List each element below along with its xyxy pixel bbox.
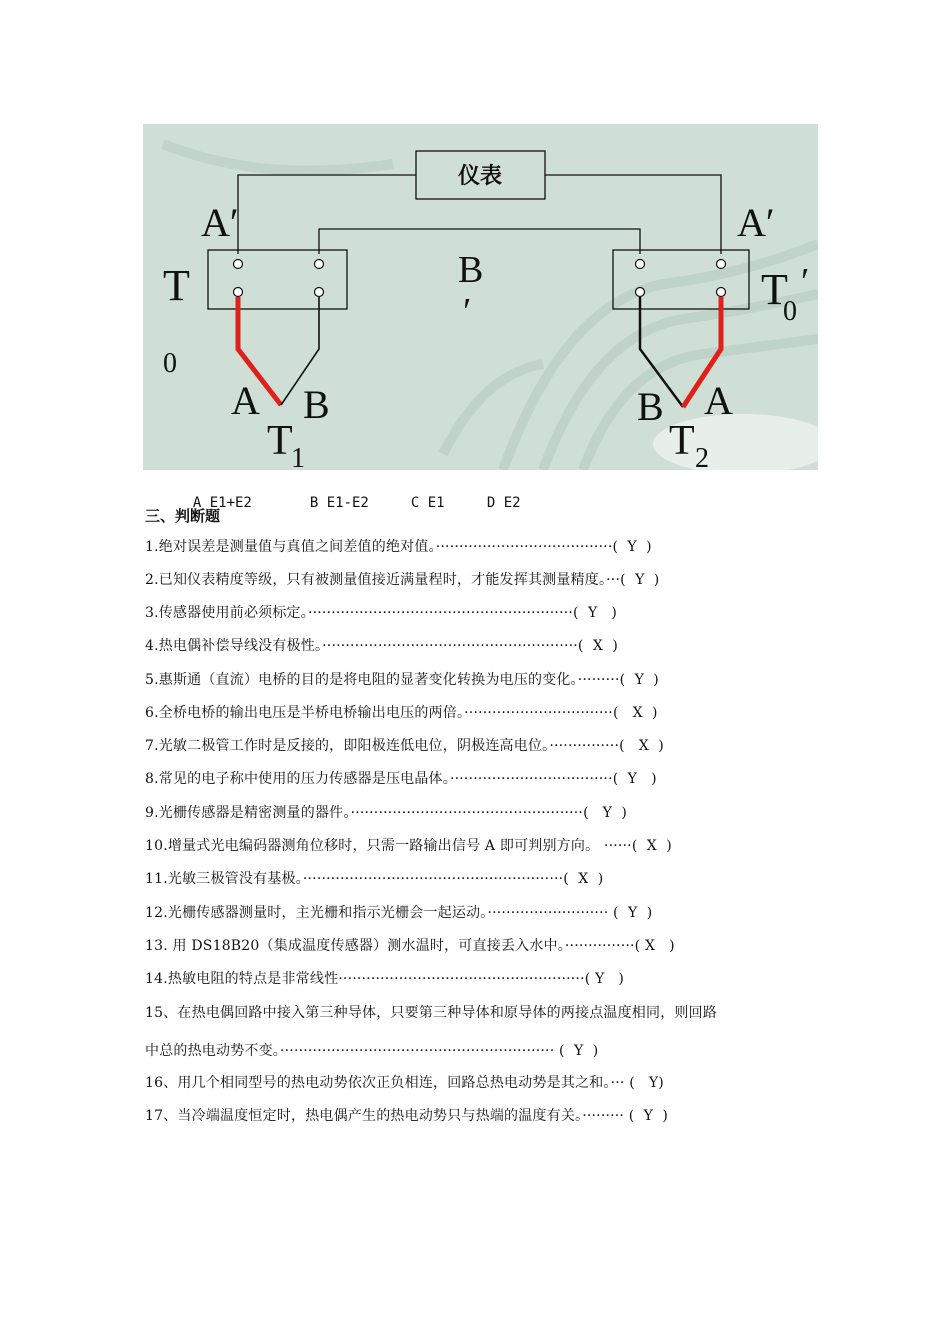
- question-item: 11.光敏三极管没有基极。························································( X ): [145, 871, 604, 887]
- label-b-left: B: [303, 382, 330, 427]
- label-t0-left-0: 0: [163, 348, 177, 379]
- question-item: 3.传感器使用前必须标定。·························································( Y ): [145, 605, 618, 621]
- label-t1-sub: 1: [291, 443, 305, 470]
- circuit-svg: [143, 124, 818, 470]
- junction-box-left: [208, 250, 347, 309]
- meter-label: 仪表: [457, 164, 503, 189]
- option-c: C E1: [410, 495, 445, 511]
- label-b-prime: B: [458, 249, 484, 291]
- wire-meter-left: [238, 175, 416, 254]
- label-t0-right-sub: 0: [783, 296, 797, 327]
- section-title: 三、判断题: [145, 507, 221, 525]
- question-item: 中总的热电动势不变。··························································· ( Y ): [145, 1043, 599, 1059]
- thermocouple-diagram: [143, 124, 818, 470]
- label-t0-right-mark: ′: [801, 261, 810, 303]
- answer-options: [176, 479, 521, 511]
- question-item: 10.增量式光电编码器测角位移时，只需一路输出信号 A 即可判别方向。 ······( X ): [145, 838, 672, 854]
- label-a-prime-right: A′: [737, 200, 775, 245]
- label-b-prime-mark: ′: [463, 291, 472, 333]
- label-t1: T: [267, 418, 293, 464]
- question-item: 13. 用 DS18B20（集成温度传感器）测水温时，可直接丢入水中。···············( X ): [145, 938, 675, 954]
- question-item: 2.已知仪表精度等级，只有被测量值接近满量程时，才能发挥其测量精度。···( Y ): [145, 572, 660, 588]
- question-item: 1.绝对误差是测量值与真值之间差值的绝对值。······································( Y ): [145, 539, 652, 555]
- question-item: 9.光栅传感器是精密测量的器件。··················································( Y ): [145, 805, 628, 821]
- label-a-left: A: [231, 378, 260, 423]
- label-a-right: A: [704, 378, 733, 423]
- question-item: 17、当冷端温度恒定时，热电偶产生的热电动势只与热端的温度有关。········· ( Y ): [145, 1108, 669, 1124]
- question-item: 16、用几个相同型号的热电动势依次正负相连，回路总热电动势是其之和。··· ( Y): [145, 1075, 664, 1091]
- question-item: 15、在热电偶回路中接入第三种导体，只要第三种导体和原导体的两接点温度相同，则回路: [145, 1005, 718, 1021]
- question-item: 14.热敏电阻的特点是非常线性·····················································( Y ): [145, 971, 625, 987]
- label-a-prime-left: A′: [201, 200, 239, 245]
- wire-meter-right: [545, 175, 721, 254]
- question-item: 6.全桥电桥的输出电压是半桥电桥输出电压的两倍。································( X ): [145, 705, 658, 721]
- question-item: 4.热电偶补偿导线没有极性。·······················································( X ): [145, 638, 619, 654]
- question-item: 12.光栅传感器测量时，主光栅和指示光栅会一起运动。·························· ( Y ): [145, 905, 653, 921]
- label-t0-right: T: [761, 265, 788, 314]
- label-t2: T: [669, 418, 695, 464]
- question-item: 5.惠斯通（直流）电桥的目的是将电阻的显著变化转换为电压的变化。·········( Y ): [145, 672, 659, 688]
- option-d: D E2: [486, 495, 521, 511]
- label-t2-sub: 2: [695, 443, 709, 470]
- label-b-right: B: [637, 384, 664, 429]
- question-item: 7.光敏二极管工作时是反接的，即阳极连低电位，阴极连高电位。···············( X ): [145, 738, 664, 754]
- question-item: 8.常见的电子称中使用的压力传感器是压电晶体。···································( Y ): [145, 771, 657, 787]
- option-b: B E1-E2: [309, 495, 369, 511]
- label-t0-left-t: T: [163, 261, 190, 310]
- option-a: A E1+E2: [192, 495, 252, 511]
